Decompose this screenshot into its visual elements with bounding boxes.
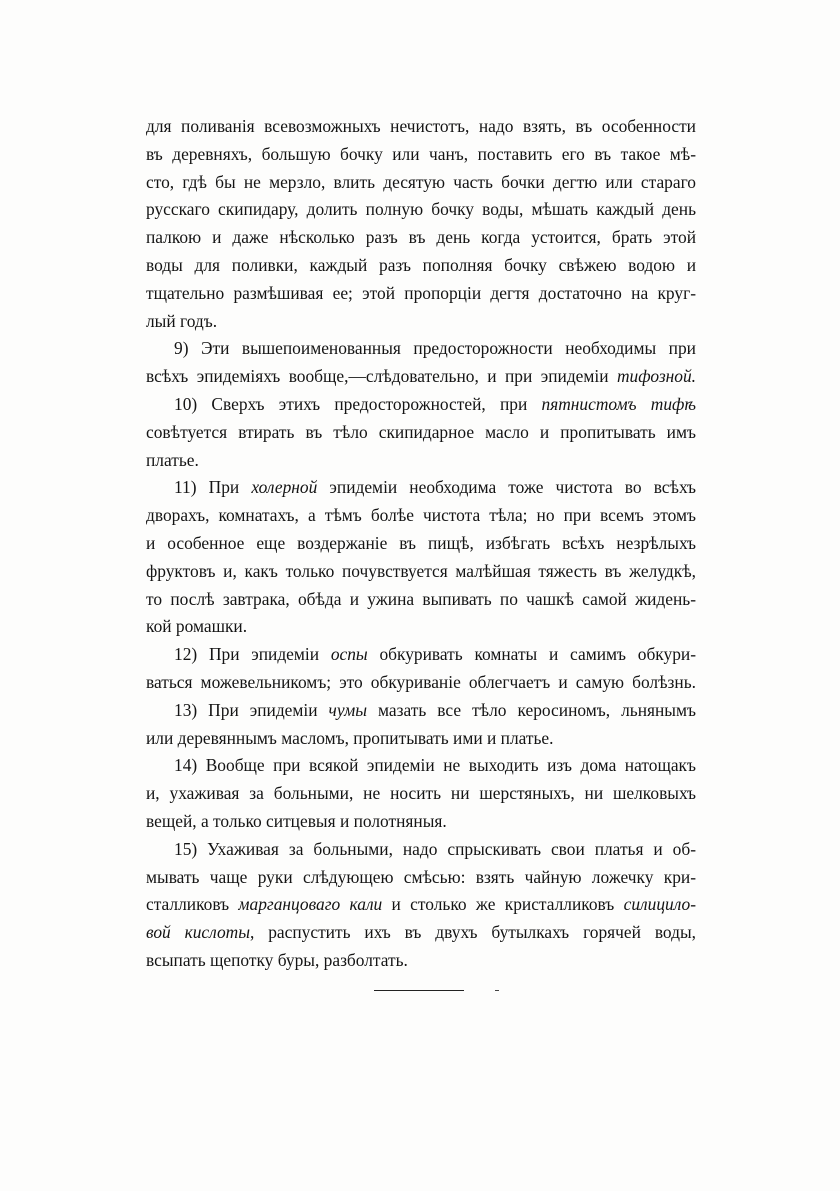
text-run: сталликовъ — [146, 894, 239, 915]
paragraph-14 — [146, 752, 696, 835]
text-line: палкою и даже нѣсколько разъ въ день когда устоится, брать этой — [146, 227, 696, 248]
italic-term: чумы — [328, 699, 368, 720]
paragraph-10 — [146, 391, 696, 474]
rule-mark — [495, 990, 499, 991]
text-line — [146, 919, 696, 947]
paragraph-11 — [146, 474, 696, 641]
paragraph-9 — [146, 335, 696, 391]
paragraph-continuation — [146, 113, 696, 335]
italic-term: тифозной. — [617, 366, 696, 387]
text-line: и особенное еще воздержаніе въ пищѣ, избѣгать всѣхъ незрѣлыхъ — [146, 532, 696, 553]
text-run: 12) При эпидеміи — [174, 644, 331, 665]
paragraph-12 — [146, 641, 696, 697]
text-line — [146, 474, 696, 502]
text-line: русскаго скипидару, долить полную бочку воды, мѣшать каждый день — [146, 199, 696, 220]
text-run: обкуривать комнаты и самимъ обкури- — [367, 644, 696, 665]
text-run: всѣхъ эпидеміяхъ вообще,—слѣдовательно, и при эпидеміи — [146, 366, 617, 387]
text-line: въ деревняхъ, большую бочку или чанъ, поставить его въ такое мѣ- — [146, 143, 696, 164]
text-line — [146, 391, 696, 419]
text-run: 10) Сверхъ этихъ предосторожностей, при — [174, 393, 542, 414]
text-line: для поливанія всевозможныхъ нечистотъ, надо взять, въ особенности — [146, 116, 696, 136]
italic-term: оспы — [330, 644, 368, 665]
text-line — [146, 697, 696, 725]
text-run: мазать все тѣло керосиномъ, льнянымъ — [367, 699, 696, 720]
italic-term: холерной — [251, 477, 318, 498]
text-line: всыпать щепотку буры, разболтать. — [146, 949, 408, 970]
text-line: мывать чаще руки слѣдующею смѣсью: взять чайную ложечку кри- — [146, 866, 696, 887]
italic-term: вой кислоты — [146, 922, 250, 943]
text-line — [146, 641, 696, 669]
text-line: дворахъ, комнатахъ, а тѣмъ болѣе чистота тѣла; но при всемъ этомъ — [146, 505, 696, 526]
text-line: платье. — [146, 449, 199, 470]
text-line: ваться можевельникомъ; это обкуриваніе облегчаетъ и самую болѣзнь. — [146, 671, 696, 692]
text-run: эпидеміи необходима тоже чистота во всѣхъ — [317, 477, 696, 498]
text-line: тщательно размѣшивая ее; этой пропорціи дегтя достаточно на круг- — [146, 282, 696, 303]
text-line: сто, гдѣ бы не мерзло, влить десятую часть бочки дегтю или стараго — [146, 171, 696, 192]
text-line: кой ромашки. — [146, 616, 248, 637]
text-line: 9) Эти вышепоименованныя предосторожности необходимы при — [174, 338, 696, 359]
text-line: то послѣ завтрака, обѣда и ужина выпивать по чашкѣ самой жидень- — [146, 588, 696, 609]
text-run: и столько же кристалликовъ — [382, 894, 624, 915]
section-end-rule — [374, 990, 464, 991]
italic-term: пятнистомъ тифѣ — [541, 393, 696, 414]
italic-term: марганцоваго кали — [238, 894, 383, 915]
text-line: вещей, а только ситцевыя и полотняныя. — [146, 810, 447, 831]
text-run: , распустить ихъ въ двухъ бутылкахъ горячей воды, — [249, 922, 696, 943]
text-line: или деревяннымъ масломъ, пропитывать ими и платье. — [146, 727, 554, 748]
text-line: и, ухаживая за больными, не носить ни шерстяныхъ, ни шелковыхъ — [146, 783, 696, 804]
text-line: фруктовъ и, какъ только почувствуется малѣйшая тяжесть въ желудкѣ, — [146, 560, 696, 581]
text-line: воды для поливки, каждый разъ пополняя бочку свѣжею водою и — [146, 254, 696, 275]
text-line — [146, 363, 696, 391]
text-line: 15) Ухаживая за больными, надо спрыскивать свои платья и об- — [174, 838, 696, 859]
italic-term: силицило- — [623, 894, 696, 915]
document-body — [146, 113, 696, 975]
text-run: 13) При эпидеміи — [174, 699, 329, 720]
text-run: 11) При — [174, 477, 252, 498]
text-line: лый годъ. — [146, 310, 218, 331]
text-line: 14) Вообще при всякой эпидеміи не выходить изъ дома натощакъ — [174, 755, 696, 776]
text-line — [146, 891, 696, 919]
paragraph-13 — [146, 697, 696, 753]
paragraph-15 — [146, 836, 696, 975]
text-line: совѣтуется втирать въ тѣло скипидарное масло и пропитывать имъ — [146, 421, 696, 442]
